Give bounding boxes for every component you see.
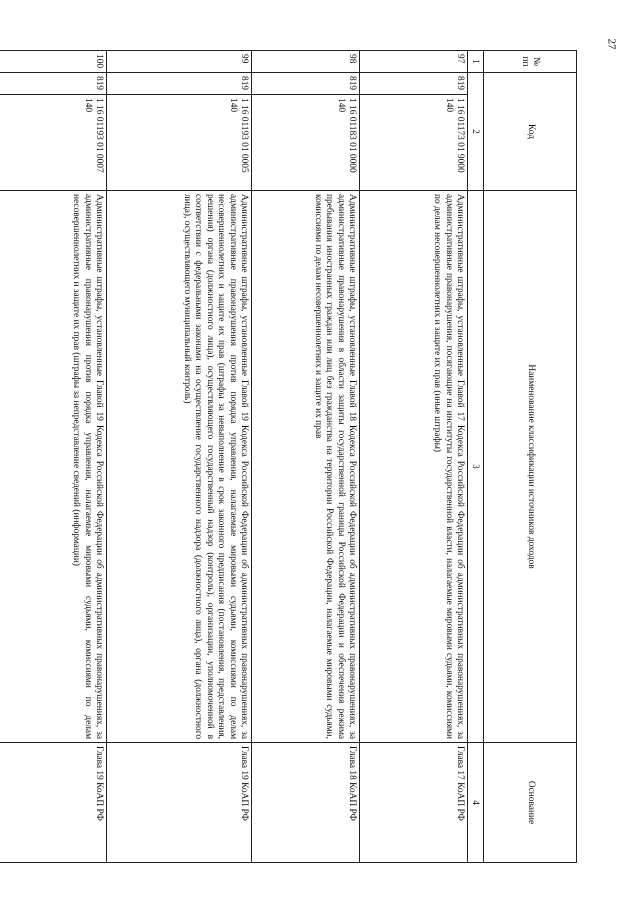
revenue-code: 1 16 01193 01 0007 140	[0, 95, 107, 191]
table-row	[360, 51, 468, 863]
revenue-code: 1 16 01193 01 0005 140	[107, 95, 252, 191]
row-number: 99	[107, 51, 252, 73]
header-num: № пп	[484, 51, 577, 73]
column-number-4: 4	[468, 743, 484, 863]
legal-basis: Глава 19 КоАП РФ	[107, 743, 252, 863]
column-number-2: 2	[468, 73, 484, 191]
row-number: 100	[0, 51, 107, 73]
legal-basis: Глава 18 КоАП РФ	[252, 743, 360, 863]
row-number: 98	[252, 51, 360, 73]
column-number-row	[468, 51, 484, 863]
row-number: 97	[360, 51, 468, 73]
table-row	[0, 51, 107, 863]
rotated-table-sheet	[59, 50, 577, 862]
agency-code: 819	[252, 73, 360, 95]
table-row	[107, 51, 252, 863]
revenue-name: Административные штрафы, установленные Главой 17 Кодекса Российской Федерации об административных правонарушениях, за административные правонарушения, посягающие на институты государственной власти, налагаемые мировыми судьями, комиссиями по делам несовершеннолетних и защите их прав (иные штрафы)	[360, 191, 468, 743]
header-name: Наименование классификации источников доходов	[484, 191, 577, 743]
agency-code: 819	[360, 73, 468, 95]
revenue-code: 1 16 01173 01 9000 140	[360, 95, 468, 191]
agency-code: 819	[0, 73, 107, 95]
revenue-classification-table	[0, 50, 577, 863]
legal-basis: Глава 19 КоАП РФ	[0, 743, 107, 863]
revenue-code: 1 16 01183 01 0000 140	[252, 95, 360, 191]
header-row	[484, 51, 577, 863]
header-code: Код	[484, 73, 577, 191]
revenue-name: Административные штрафы, установленные Главой 19 Кодекса Российской Федерации об административных правонарушениях, за административные правонарушения против порядка управления, налагаемые мировыми судьями, комиссиями по делам несовершеннолетних и защите их прав (штрафы за невыполнение в срок законного предписания (постановления, представления, решения) органа (должностного лица), осуществляющего государственный надзор (контроль), организации, уполномоченной в соответствии с федеральными законами на осуществление государственного надзора (должностного лица), органа (должностного лица), осуществляющего муниципальный контроль)	[107, 191, 252, 743]
agency-code: 819	[107, 73, 252, 95]
column-number-3: 3	[468, 191, 484, 743]
table-row	[252, 51, 360, 863]
revenue-name: Административные штрафы, установленные Главой 19 Кодекса Российской Федерации об административных правонарушениях, за административные правонарушения против порядка управления, налагаемые мировыми судьями, комиссиями по делам несовершеннолетних и защите их прав (штрафы за непредставление сведений (информации)	[0, 191, 107, 743]
legal-basis: Глава 17 КоАП РФ	[360, 743, 468, 863]
revenue-name: Административные штрафы, установленные Главой 18 Кодекса Российской Федерации об административных правонарушениях, за административные правонарушения в области защиты государственной границы Российской Федерации и обеспечения режима пребывания иностранных граждан или лиц без гражданства на территории Российской Федерации, налагаемые мировыми судьями, комиссиями по делам несовершеннолетних и защите их прав	[252, 191, 360, 743]
header-basis: Основание	[484, 743, 577, 863]
page-number: 27	[605, 38, 618, 50]
column-number-1: 1	[468, 51, 484, 73]
